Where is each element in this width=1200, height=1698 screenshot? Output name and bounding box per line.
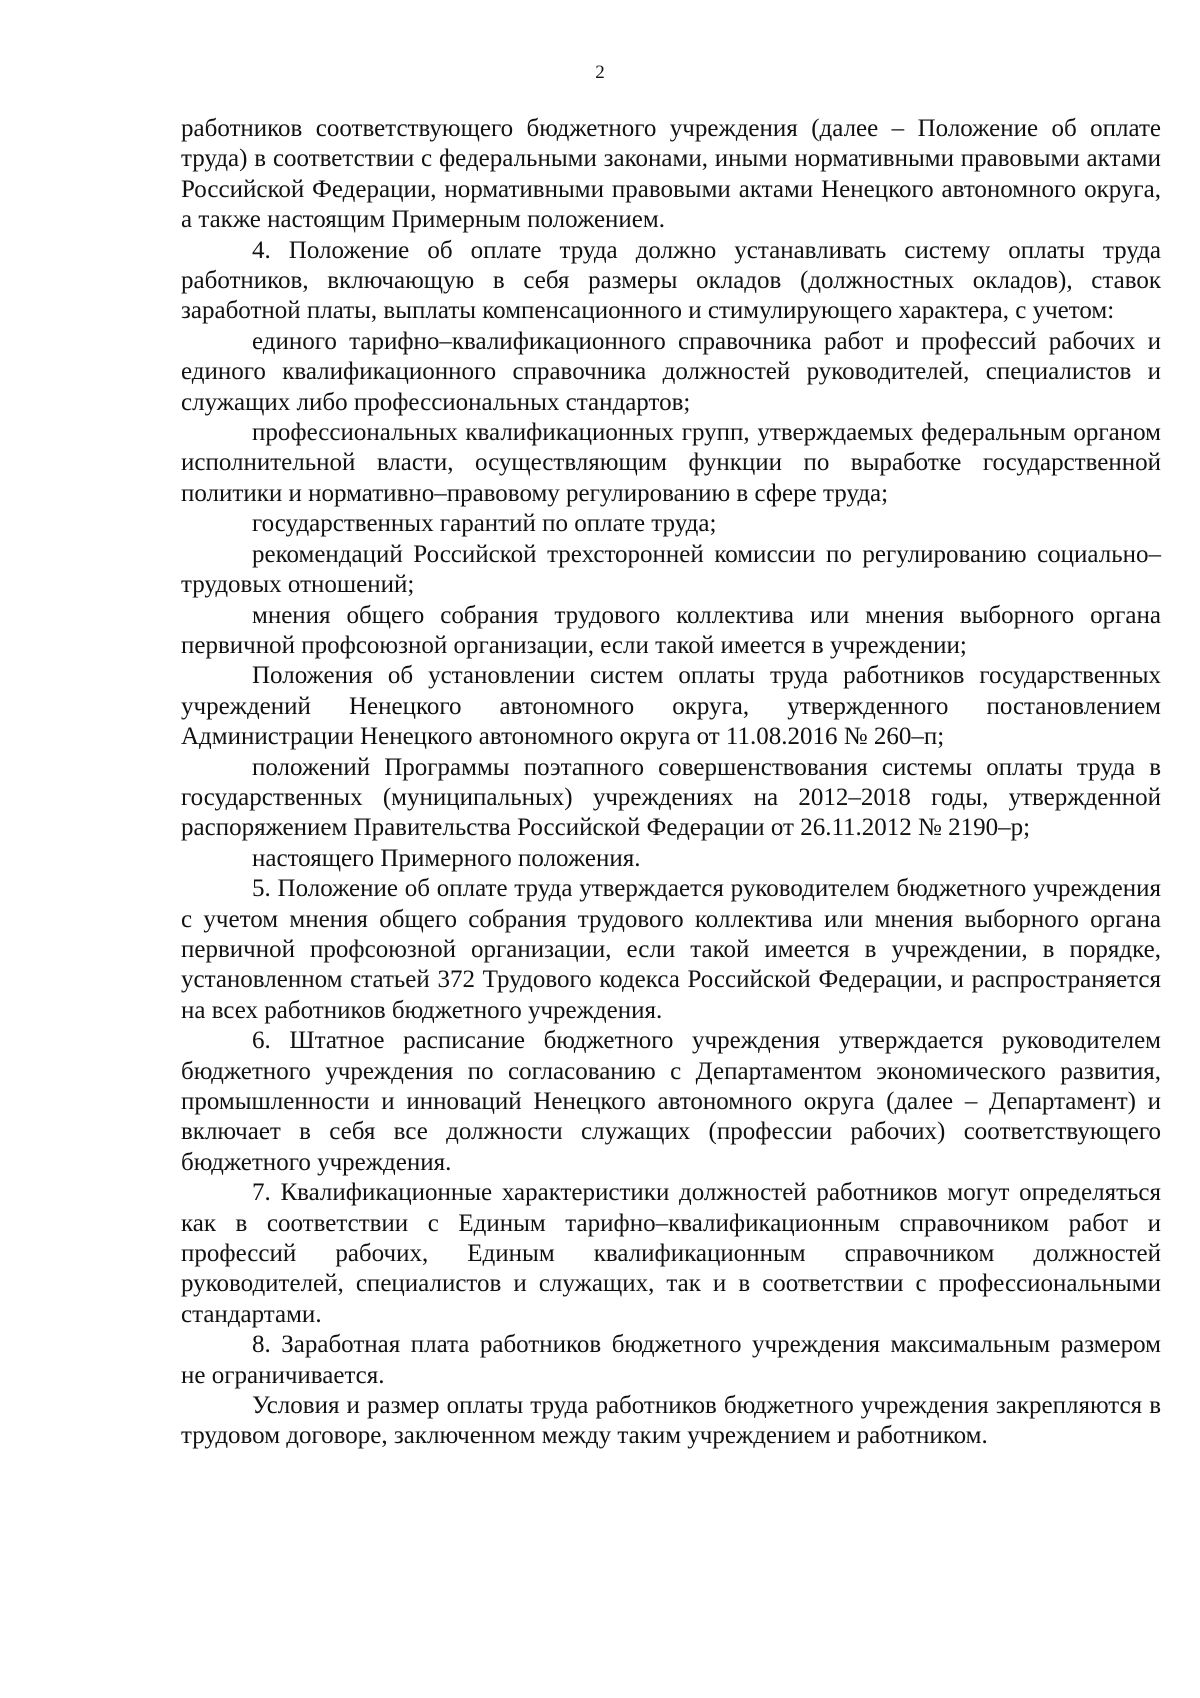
paragraph: мнения общего собрания трудового коллектива или мнения выборного органа первичной профсоюзной организации, если такой имеется в учреждении; [181,601,1161,659]
paragraph: 8. Заработная плата работников бюджетного учреждения максимальным размером не ограничивается. [181,1331,1161,1389]
paragraph: 4. Положение об оплате труда должно устанавливать систему оплаты труда работников, включающую в себя размеры окладов (должностных окладов), ставок заработной платы, выплаты компенсационного и стимулирующего характера, с учетом: [181,236,1161,325]
paragraph: работников соответствующего бюджетного учреждения (далее – Положение об оплате труда) в соответствии с федеральными законами, иными нормативными правовыми актами Российской Федерации, нормативными правовыми актами Ненецкого автономного округа, а также настоящим Примерным положением. [181,115,1161,234]
paragraph: 6. Штатное расписание бюджетного учреждения утверждается руководителем бюджетного учреждения по согласованию с Департаментом экономического развития, промышленности и инноваций Ненецкого автономного округа (далее – Департамент) и включает в себя все должности служащих (профессии рабочих) соответствующего бюджетного учреждения. [181,1027,1161,1176]
paragraph: настоящего Примерного положения. [252,844,641,872]
paragraph: Условия и размер оплаты труда работников бюджетного учреждения закрепляются в трудовом договоре, заключенном между таким учреждением и работником. [181,1392,1161,1450]
paragraph: 5. Положение об оплате труда утверждается руководителем бюджетного учреждения с учетом мнения общего собрания трудового коллектива или мнения выборного органа первичной профсоюзной организации, если такой имеется в учреждении, в порядке, установленном статьей 372 Трудового кодекса Российской Федерации, и распространяется на всех работников бюджетного учреждения. [181,875,1161,1024]
document-body [181,114,1161,1452]
paragraph: единого тарифно–квалификационного справочника работ и профессий рабочих и единого квалификационного справочника должностей руководителей, специалистов и служащих либо профессиональных стандартов; [181,327,1161,416]
page-number: 2 [595,62,605,83]
paragraph: профессиональных квалификационных групп, утверждаемых федеральным органом исполнительной власти, осуществляющим функции по выработке государственной политики и нормативно–правовому регулированию в сфере труда; [181,419,1161,507]
paragraph: Положения об установлении систем оплаты труда работников государственных учреждений Ненецкого автономного округа, утвержденного постановлением Администрации Ненецкого автономного округа от 11.08.2016 № 260–п; [181,662,1161,751]
paragraph: государственных гарантий по оплате труда; [252,510,717,538]
paragraph: рекомендаций Российской трехсторонней комиссии по регулированию социально–трудовых отношений; [181,540,1161,599]
paragraph: 7. Квалификационные характеристики должностей работников могут определяться как в соответствии с Единым тарифно–квалификационным справочником работ и профессий рабочих, Единым квалификационным справочником должностей руководителей, специалистов и служащих, так и в соответствии с профессиональными стандартами. [181,1179,1161,1328]
paragraph: положений Программы поэтапного совершенствования системы оплаты труда в государственных (муниципальных) учреждениях на 2012–2018 годы, утвержденной распоряжением Правительства Российской Федерации от 26.11.2012 № 2190–р; [181,753,1161,842]
